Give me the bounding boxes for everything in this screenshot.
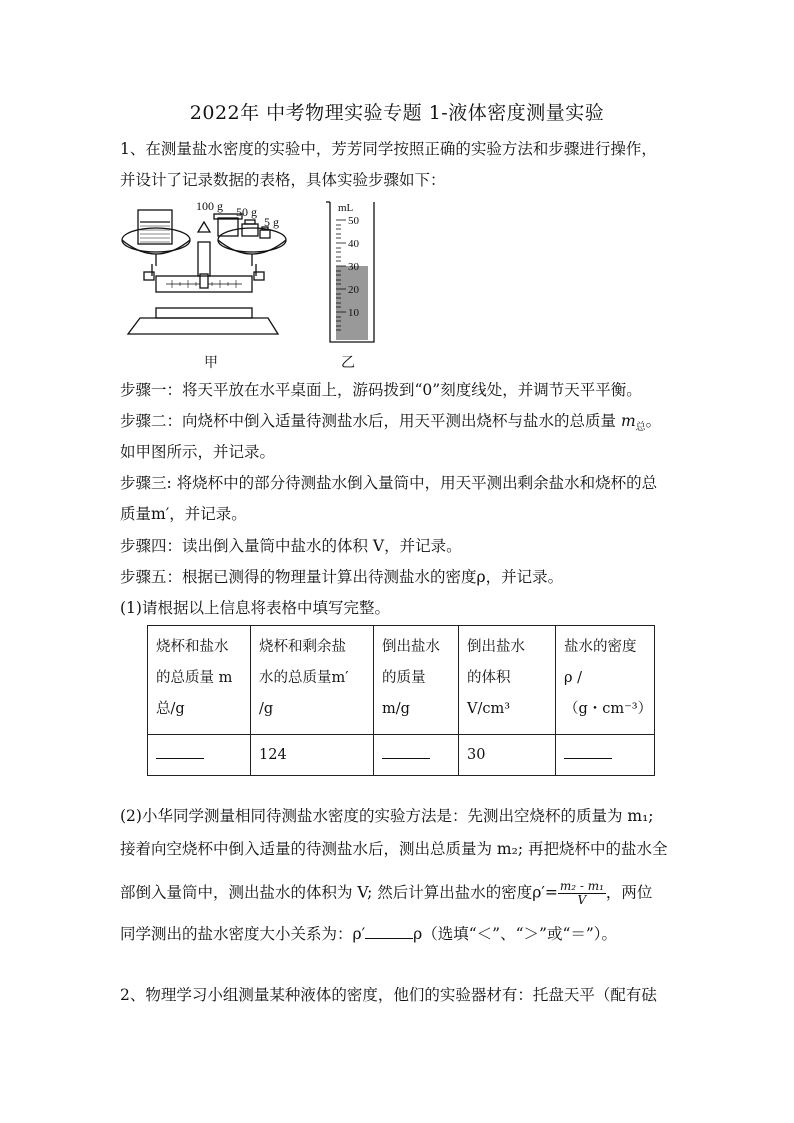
data-table bbox=[147, 625, 655, 776]
mass-5-label: 5 g bbox=[264, 215, 279, 229]
step-1: 步骤一：将天平放在水平桌面上，游码拨到“0”刻度线处，并调节天平平衡。 bbox=[120, 381, 642, 399]
step-2-cont: 如甲图所示，并记录。 bbox=[120, 443, 276, 461]
figure-label-jia: 甲 bbox=[204, 355, 218, 371]
step-3: 步骤三: 将烧杯中的部分待测盐水倒入量筒中，用天平测出剩余盐水和烧杯的总 bbox=[120, 474, 658, 492]
table-cell: 30 bbox=[459, 735, 556, 776]
table-cell-blank bbox=[374, 735, 459, 776]
mass-100-label: 100 g bbox=[196, 199, 223, 213]
table-header-cell: 倒出盐水 的体积 V/cm³ bbox=[459, 626, 556, 735]
table-header-row bbox=[148, 626, 655, 735]
step-3-cont: 质量m′，并记录。 bbox=[120, 505, 247, 523]
question-2-line1: 2、物理学习小组测量某种液体的密度，他们的实验器材有：托盘天平（配有砝 bbox=[120, 986, 657, 1004]
sub-question-2-line3: 部倒入量筒中，测出盐水的体积为 V; 然后计算出盐水的密度ρ′= $\frac{\text{m₂ - m₁}}{V}$ ，两位 bbox=[120, 879, 653, 907]
figure-label-yi: 乙 bbox=[341, 355, 355, 371]
cylinder-tick-label: 20 bbox=[348, 284, 359, 296]
table-cell-blank bbox=[148, 735, 251, 776]
q1-intro-line1: 1、在测量盐水密度的实验中，芳芳同学按照正确的实验方法和步骤进行操作， bbox=[120, 140, 657, 158]
cylinder-tick-label: 40 bbox=[348, 238, 359, 250]
density-formula: $\frac{\text{m₂ - m₁}}{V}$ bbox=[559, 879, 604, 907]
sub-question-2-line2: 接着向空烧杯中倒入适量的待测盐水后，测出总质量为 m₂; 再把烧杯中的盐水全 bbox=[120, 840, 668, 858]
step-2: 步骤二：向烧杯中倒入适量待测盐水后，用天平测出烧杯与盐水的总质量 $m_总$。 bbox=[120, 412, 662, 434]
table-row bbox=[148, 735, 655, 776]
cylinder-tick-label: 10 bbox=[348, 307, 359, 319]
sub-question-2-line4: 同学测出的盐水密度大小关系为：ρ′ ρ（选填“＜”、“＞”或“＝”）。 bbox=[120, 925, 618, 943]
table-header-cell: 烧杯和剩余盐 水的总质量m′ /g bbox=[251, 626, 374, 735]
experiment-figure bbox=[118, 196, 398, 376]
table-cell-blank bbox=[556, 735, 655, 776]
cylinder-tick-label: 50 bbox=[348, 215, 359, 227]
table-header-cell: 烧杯和盐水 的总质量 m 总/g bbox=[148, 626, 251, 735]
mass-50-label: 50 g bbox=[236, 205, 257, 219]
cylinder-tick-label: 30 bbox=[348, 261, 359, 273]
answer-blank[interactable] bbox=[382, 744, 430, 759]
table-cell: 124 bbox=[251, 735, 374, 776]
page-title: 2022年 中考物理实验专题 1-液体密度测量实验 bbox=[189, 102, 605, 124]
cylinder-unit-label: mL bbox=[338, 202, 354, 214]
step-5: 步骤五：根据已测得的物理量计算出待测盐水的密度ρ，并记录。 bbox=[120, 568, 564, 586]
q1-intro-line2: 并设计了记录数据的表格，具体实验步骤如下： bbox=[120, 171, 446, 189]
balance-illustration bbox=[122, 202, 374, 342]
step-4: 步骤四：读出倒入量筒中盐水的体积 V，并记录。 bbox=[120, 537, 462, 555]
sub-question-2-line1: (2)小华同学测量相同待测盐水密度的实验方法是：先测出空烧杯的质量为 m₁; bbox=[120, 807, 654, 825]
answer-blank[interactable] bbox=[564, 744, 612, 759]
answer-blank[interactable] bbox=[156, 744, 204, 759]
sub-question-1: (1)请根据以上信息将表格中填写完整。 bbox=[120, 599, 390, 617]
table-header-cell: 盐水的密度 ρ / （g・cm⁻³） bbox=[556, 626, 655, 735]
table-header-cell: 倒出盐水 的质量 m/g bbox=[374, 626, 459, 735]
answer-blank[interactable] bbox=[365, 924, 413, 939]
